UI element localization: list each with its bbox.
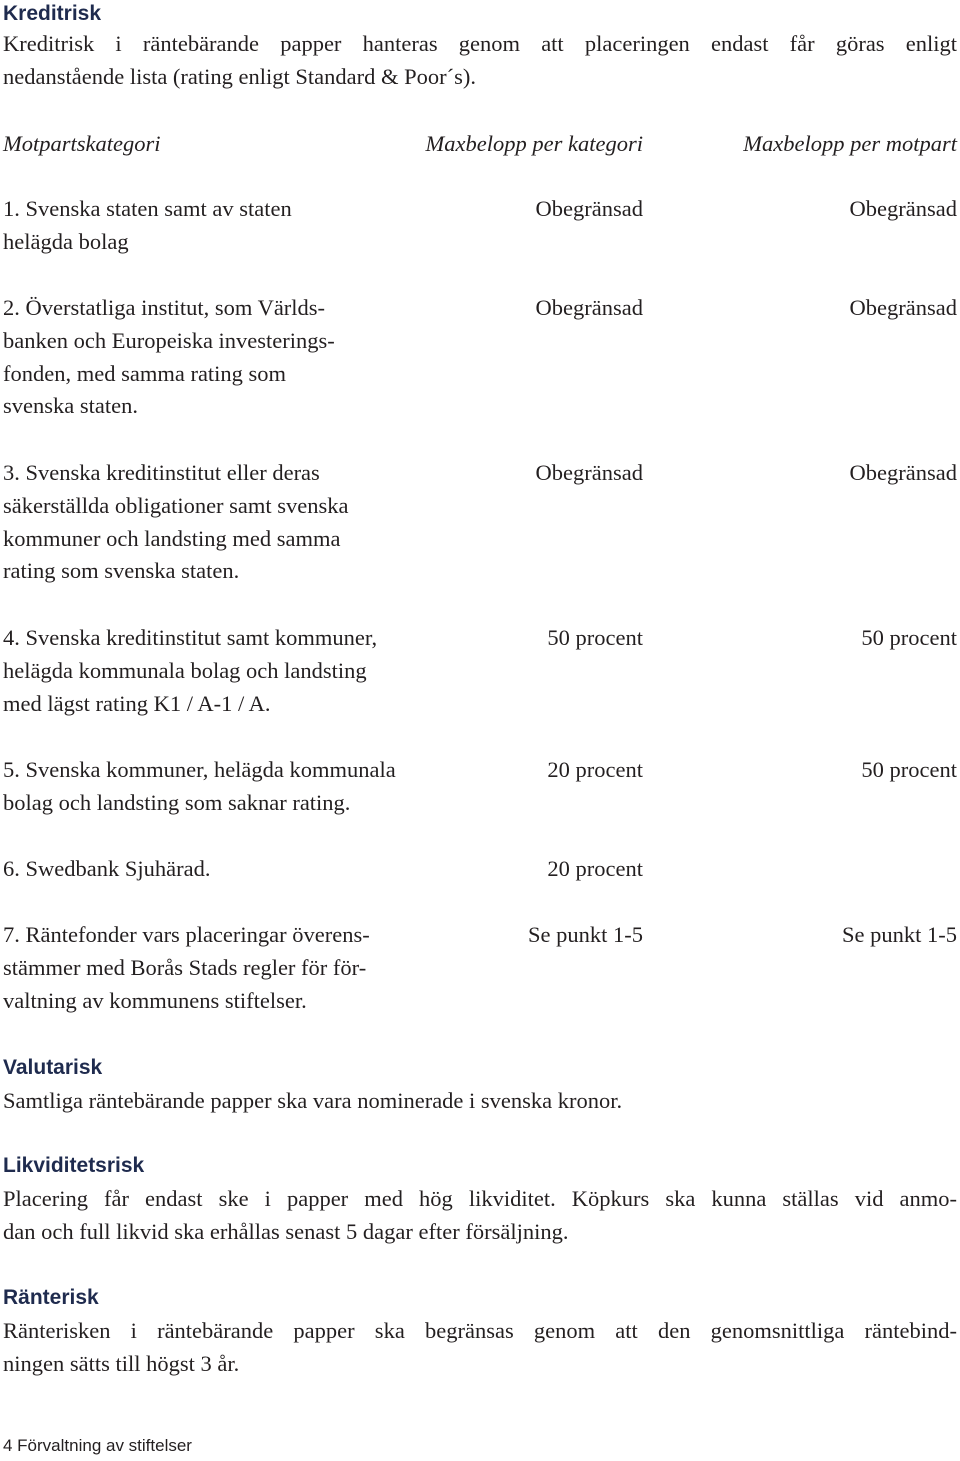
max-per-counterparty-value: Obegränsad	[849, 460, 957, 485]
max-per-counterparty-value: Se punkt 1-5	[842, 922, 957, 947]
max-per-category-value: Obegränsad	[535, 196, 643, 221]
paragraph-line: nedanstående lista (rating enligt Standard & Poor´s).	[3, 63, 477, 89]
category-line: 4. Svenska kreditinstitut samt kommuner,	[3, 625, 378, 650]
header-category: Motpartskategori	[3, 131, 161, 156]
max-per-counterparty-value: 50 procent	[861, 757, 957, 782]
row-category	[3, 292, 453, 423]
page-footer: 4 Förvaltning av stiftelser	[3, 1436, 192, 1455]
category-line: 1. Svenska staten samt av staten	[3, 196, 292, 221]
max-per-category-value: 50 procent	[547, 625, 643, 650]
kreditrisk-paragraph	[3, 28, 957, 94]
max-per-counterparty-value: Obegränsad	[849, 196, 957, 221]
header-max-per-category: Maxbelopp per kategori	[425, 131, 643, 156]
likviditetsrisk-paragraph	[3, 1183, 957, 1249]
max-per-category-value: Se punkt 1-5	[528, 922, 643, 947]
category-line: 5. Svenska kommuner, helägda kommunala	[3, 757, 396, 782]
category-line: fonden, med samma rating som	[3, 360, 287, 386]
paragraph-line: Ränterisken i räntebärande papper ska begränsas genom att den genomsnittliga räntebind-	[3, 1318, 957, 1343]
valutarisk-heading: Valutarisk	[3, 1056, 103, 1079]
max-per-category-value: Obegränsad	[535, 460, 643, 485]
likviditetsrisk-heading: Likviditetsrisk	[3, 1154, 145, 1177]
category-line: helägda bolag	[3, 228, 129, 254]
max-per-counterparty-value: Obegränsad	[849, 295, 957, 320]
row-category	[3, 919, 453, 1017]
category-line: 7. Räntefonder vars placeringar överens-	[3, 922, 370, 947]
paragraph-line: Samtliga räntebärande papper ska vara nominerade i svenska kronor.	[3, 1088, 623, 1113]
kreditrisk-heading: Kreditrisk	[3, 2, 102, 25]
category-line: svenska staten.	[3, 393, 138, 419]
category-line: kommuner och landsting med samma	[3, 525, 341, 551]
category-line: banken och Europeiska investerings-	[3, 327, 335, 353]
category-line: säkerställda obligationer samt svenska	[3, 492, 349, 518]
row-category	[3, 457, 453, 588]
row-category	[3, 754, 453, 820]
category-line: helägda kommunala bolag och landsting	[3, 657, 367, 683]
paragraph-line: dan och full likvid ska erhållas senast 5 dagar efter försäljning.	[3, 1218, 569, 1244]
ranterisk-paragraph	[3, 1315, 957, 1381]
paragraph-line: ningen sätts till högst 3 år.	[3, 1350, 240, 1376]
header-max-per-counterparty: Maxbelopp per motpart	[743, 131, 957, 156]
max-per-category-value: Obegränsad	[535, 295, 643, 320]
category-line: 6. Swedbank Sjuhärad.	[3, 856, 211, 881]
category-line: 2. Överstatliga institut, som Världs-	[3, 295, 326, 320]
paragraph-line: Kreditrisk i räntebärande papper hanteras genom att placeringen endast får göras enligt	[3, 31, 957, 56]
category-line: stämmer med Borås Stads regler för för-	[3, 954, 367, 980]
row-category	[3, 193, 453, 259]
row-category	[3, 622, 453, 720]
category-line: rating som svenska staten.	[3, 558, 240, 584]
category-line: bolag och landsting som saknar rating.	[3, 789, 351, 815]
category-line: 3. Svenska kreditinstitut eller deras	[3, 460, 320, 485]
category-line: valtning av kommunens stiftelser.	[3, 987, 307, 1013]
category-line: med lägst rating K1 / A-1 / A.	[3, 690, 271, 716]
ranterisk-heading: Ränterisk	[3, 1286, 99, 1309]
row-category	[3, 853, 453, 886]
valutarisk-paragraph	[3, 1085, 957, 1118]
max-per-counterparty-value: 50 procent	[861, 625, 957, 650]
paragraph-line: Placering får endast ske i papper med hög likviditet. Köpkurs ska kunna ställas vid anmo-	[3, 1186, 957, 1211]
max-per-category-value: 20 procent	[547, 757, 643, 782]
max-per-category-value: 20 procent	[547, 856, 643, 881]
